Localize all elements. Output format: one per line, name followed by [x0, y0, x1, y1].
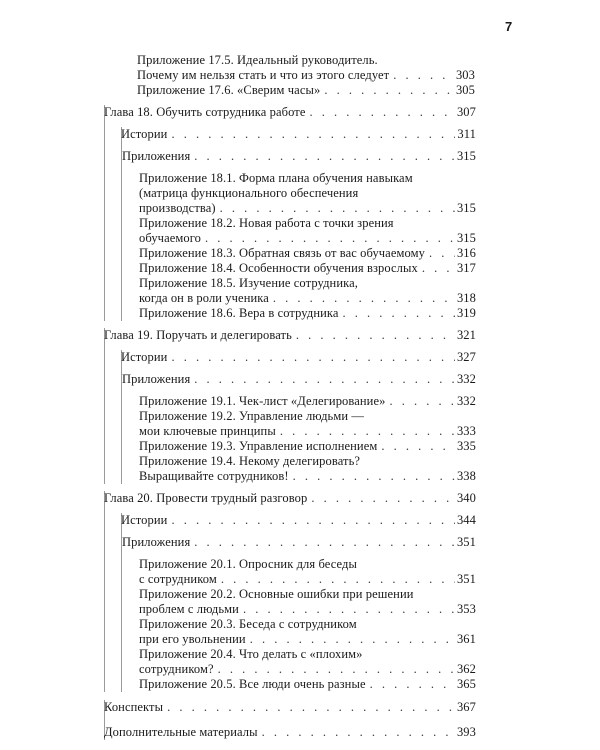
page-ref: 362	[456, 662, 476, 676]
leader-dots	[194, 535, 455, 550]
chapter-title-text: Глава 19. Поручать и делегировать	[104, 328, 292, 342]
leader-dots	[171, 350, 454, 365]
leader-dots	[296, 328, 455, 343]
appendices-heading-text: Приложения	[122, 372, 191, 386]
appendix-entry	[122, 246, 476, 261]
appendices-list	[122, 171, 476, 321]
leader-dots	[422, 261, 455, 276]
appendices-heading-text: Приложения	[122, 535, 191, 549]
page-ref: 315	[456, 149, 476, 163]
chapter-title	[104, 491, 476, 506]
appendix-entry-text: когда он в роли ученика	[139, 291, 269, 305]
appendix-entry	[122, 201, 476, 216]
appendix-entry	[122, 617, 476, 632]
appendix-entry	[122, 469, 476, 484]
page-ref: 305	[455, 83, 475, 97]
leader-dots	[218, 662, 455, 677]
page-ref: 393	[456, 725, 476, 739]
leader-dots	[324, 83, 454, 98]
page-ref: 332	[456, 394, 476, 408]
appendix-entry	[122, 186, 476, 201]
appendix-entry-text: (матрица функционального обеспечения	[139, 186, 359, 200]
page-ref: 361	[456, 632, 476, 646]
appendix-entry	[122, 231, 476, 246]
end-sections	[104, 700, 476, 740]
page-number: 7	[505, 19, 513, 34]
appendix-entry	[122, 409, 476, 424]
appendix-entry-text: Приложение 18.6. Вера в сотрудника	[139, 306, 339, 320]
chapter-sections	[121, 513, 476, 692]
appendix-entry-text: Приложение 19.4. Некому делегировать?	[139, 454, 361, 468]
appendix-entry-text: Приложение 20.5. Все люди очень разные	[139, 677, 366, 691]
chapter-sections	[121, 350, 476, 484]
stories-entry-text: Истории	[121, 127, 168, 141]
appendix-entry	[122, 276, 476, 291]
appendix-entry-text: с сотрудником	[139, 572, 217, 586]
appendix-entry-text: сотрудником?	[139, 662, 214, 676]
leader-dots	[389, 394, 454, 409]
stories-entry	[121, 350, 476, 365]
appendix-entry	[122, 291, 476, 306]
chapter-block	[104, 105, 476, 321]
appendix-entry	[122, 261, 476, 276]
leader-dots	[393, 68, 454, 83]
appendix-entry-text: производства)	[139, 201, 216, 215]
page-ref: 340	[456, 491, 476, 505]
appendix-entry	[122, 572, 476, 587]
page-ref: 351	[456, 535, 476, 549]
appendix-entry	[122, 454, 476, 469]
page-ref: 353	[456, 602, 476, 616]
leader-dots	[221, 572, 455, 587]
leader-dots	[280, 424, 455, 439]
page-ref: 351	[456, 572, 476, 586]
appendix-entry	[122, 424, 476, 439]
appendix-entry-text: Приложение 20.3. Беседа с сотрудником	[139, 617, 357, 631]
leader-dots	[194, 372, 455, 387]
leader-dots	[171, 513, 454, 528]
appendices-heading-text: Приложения	[122, 149, 191, 163]
leader-dots	[273, 291, 455, 306]
leader-dots	[243, 602, 455, 617]
appendix-entry-text: Приложение 18.4. Особенности обучения взрослых	[139, 261, 418, 275]
leader-dots	[429, 246, 455, 261]
appendix-entry	[122, 557, 476, 572]
appendix-entry	[122, 602, 476, 617]
stories-entry	[121, 513, 476, 528]
leader-dots	[250, 632, 455, 647]
appendix-entry-text: Приложение 20.2. Основные ошибки при решении	[139, 587, 414, 601]
appendix-entry-text: Приложение 17.5. Идеальный руководитель.	[137, 53, 378, 67]
appendix-entry-text: Приложение 17.6. «Сверим часы»	[137, 83, 321, 97]
leader-dots	[311, 491, 455, 506]
appendices-list	[122, 394, 476, 484]
leader-dots	[171, 127, 455, 142]
leader-dots	[381, 439, 455, 454]
appendix-entry-text: Приложение 18.1. Форма плана обучения навыкам	[139, 171, 413, 185]
leader-dots	[167, 700, 455, 715]
appendix-entry	[104, 83, 475, 98]
page-ref: 318	[456, 291, 476, 305]
leader-dots	[343, 306, 455, 321]
leader-dots	[205, 231, 455, 246]
page-ref: 367	[456, 700, 476, 714]
page-ref: 316	[456, 246, 476, 260]
appendix-entry-text: Почему им нельзя стать и что из этого следует	[137, 68, 390, 82]
chapter-sections	[121, 127, 476, 321]
chapter-block	[104, 491, 476, 692]
page-ref: 315	[456, 201, 476, 215]
leader-dots	[262, 725, 455, 740]
appendix-entry-text: Приложение 18.2. Новая работа с точки зрения	[139, 216, 394, 230]
page-ref: 303	[455, 68, 475, 82]
appendix-entry-text: мои ключевые принципы	[139, 424, 276, 438]
page-ref: 311	[457, 127, 476, 141]
appendix-entry	[122, 306, 476, 321]
appendix-entry-text: Приложение 19.3. Управление исполнением	[139, 439, 378, 453]
appendix-entry	[122, 394, 476, 409]
end-section-entry-text: Дополнительные материалы	[104, 725, 258, 739]
page-ref: 321	[456, 328, 476, 342]
page-ref: 317	[456, 261, 476, 275]
appendix-entry-text: Приложение 20.1. Опросник для беседы	[139, 557, 357, 571]
appendices-heading	[122, 149, 476, 164]
page-ref: 327	[456, 350, 476, 364]
appendix-entry	[122, 587, 476, 602]
chapter-title-text: Глава 20. Провести трудный разговор	[104, 491, 308, 505]
page-ref: 319	[456, 306, 476, 320]
end-section-entry-text: Конспекты	[104, 700, 164, 714]
chapter-title-text: Глава 18. Обучить сотрудника работе	[104, 105, 306, 119]
appendix-entry-text: Выращивайте сотрудников!	[139, 469, 289, 483]
appendix-entry-text: обучаемого	[139, 231, 201, 245]
leader-dots	[370, 677, 455, 692]
leader-dots	[293, 469, 455, 484]
appendices-list	[122, 557, 476, 692]
appendix-entry	[122, 662, 476, 677]
appendix-entry-text: Приложение 18.3. Обратная связь от вас обучаемому	[139, 246, 425, 260]
appendix-entry	[104, 68, 475, 83]
appendix-entry-text: Приложение 20.4. Что делать с «плохим»	[139, 647, 363, 661]
stories-entry-text: Истории	[121, 350, 168, 364]
chapter-title	[104, 105, 476, 120]
end-section-entry	[104, 700, 476, 715]
page-ref: 333	[456, 424, 476, 438]
page-ref: 338	[456, 469, 476, 483]
appendices-heading	[122, 372, 476, 387]
appendix-entry	[122, 677, 476, 692]
leader-dots	[310, 105, 455, 120]
end-section-entry	[104, 725, 476, 740]
page-ref: 335	[456, 439, 476, 453]
appendix-entry	[122, 632, 476, 647]
stories-entry	[121, 127, 476, 142]
chapter-title	[104, 328, 476, 343]
appendix-entry	[122, 216, 476, 231]
page-ref: 307	[456, 105, 476, 119]
appendix-entry	[122, 171, 476, 186]
page-ref: 332	[456, 372, 476, 386]
page-ref: 344	[456, 513, 476, 527]
chapter-block	[104, 328, 476, 484]
appendix-entry-text: Приложение 19.1. Чек-лист «Делегирование»	[139, 394, 386, 408]
leader-dots	[220, 201, 455, 216]
page-ref: 365	[456, 677, 476, 691]
appendix-entry	[122, 647, 476, 662]
appendix-entry-text: Приложение 18.5. Изучение сотрудника,	[139, 276, 358, 290]
chapter-17-continuation	[104, 53, 475, 98]
appendices-heading	[122, 535, 476, 550]
appendix-entry	[122, 439, 476, 454]
appendix-entry-text: проблем с людьми	[139, 602, 239, 616]
appendix-entry-text: при его увольнении	[139, 632, 246, 646]
appendix-entry	[104, 53, 475, 68]
table-of-contents	[0, 53, 600, 740]
leader-dots	[194, 149, 455, 164]
stories-entry-text: Истории	[121, 513, 168, 527]
appendix-entry-text: Приложение 19.2. Управление людьми —	[139, 409, 364, 423]
page-ref: 315	[456, 231, 476, 245]
